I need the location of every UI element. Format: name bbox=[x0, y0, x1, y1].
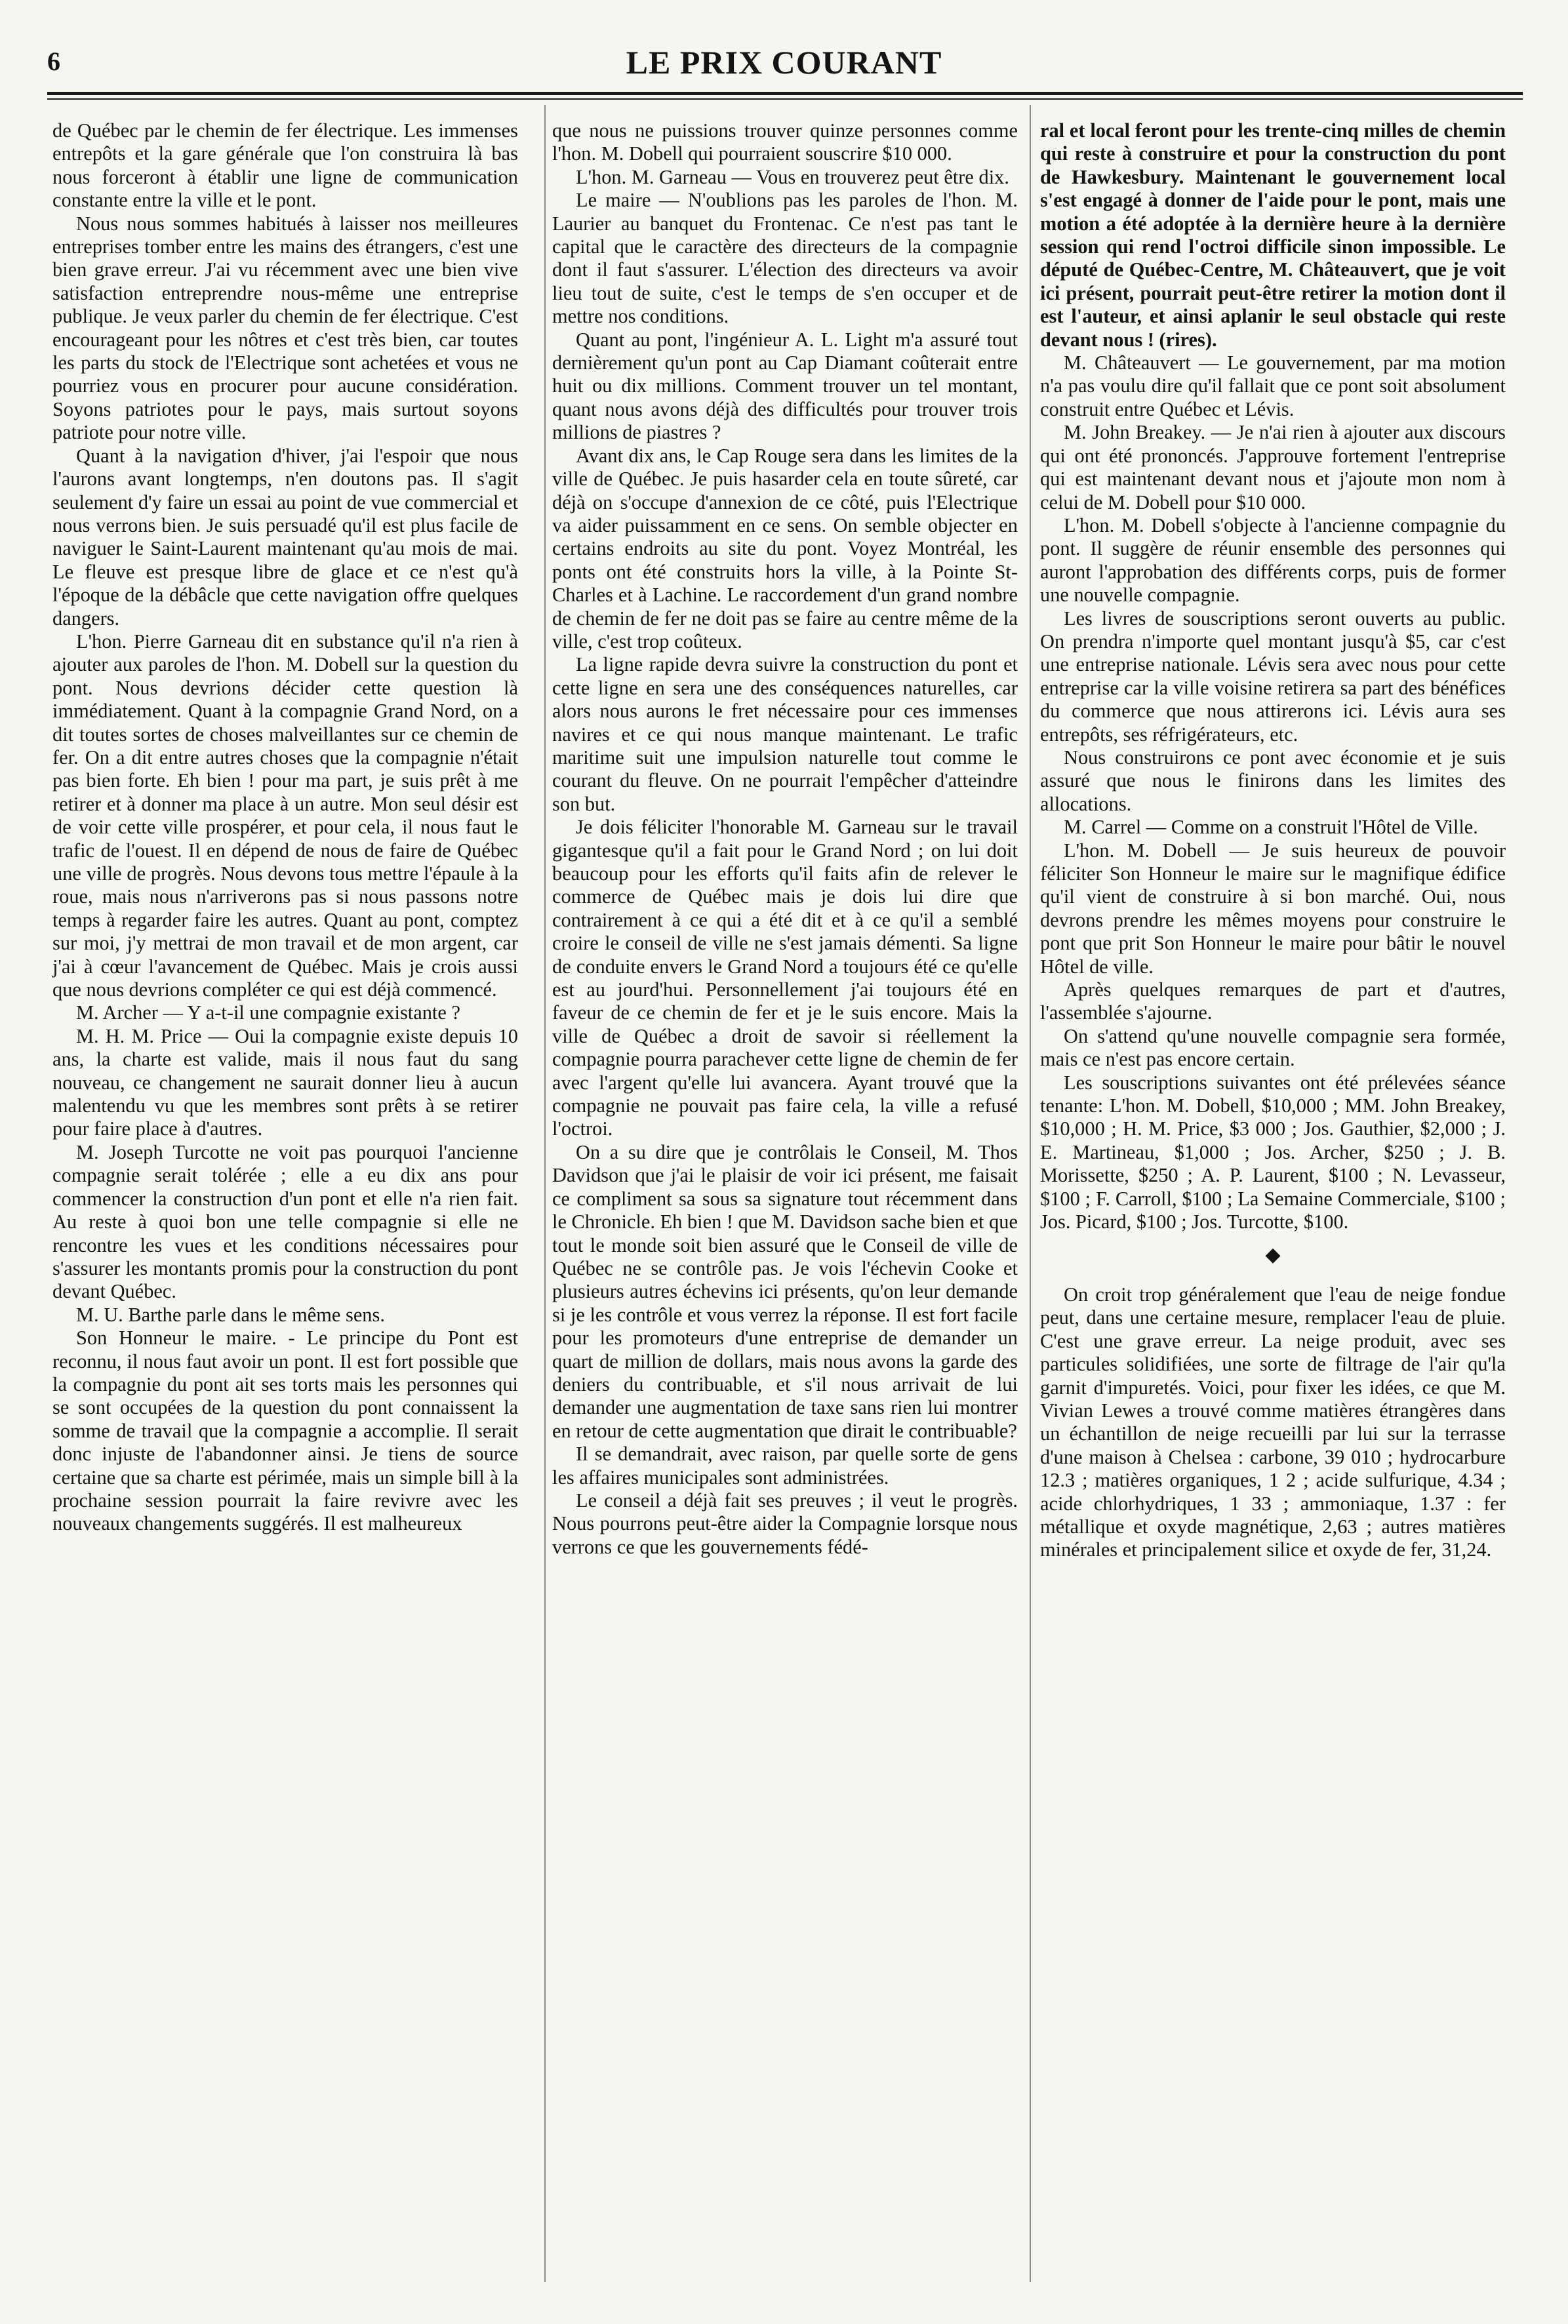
article-paragraph: M. Archer — Y a-t-il une compagnie existante ? bbox=[76, 1001, 460, 1024]
article-paragraph: M. Châteauvert — Le gouvernement, par ma motion n'a pas voulu dire qu'il fallait que ce pont soit absolument construit entre Québec et Lévis. bbox=[1040, 351, 1506, 420]
article-paragraph: On croit trop généralement que l'eau de neige fondue peut, dans une certaine mesure, remplacer l'eau de pluie. C'est une grave erreur. La neige produit, avec ses particules solidifiées, une sorte de filtrage de l'air qu'la garnit d'impuretés. Voici, pour fixer les idées, ce que M. Vivian Lewes a trouvé comme matières étrangères dans un échantillon de neige recueilli par lui sur la terrasse d'une maison à Chelsea : carbone, 39 010 ; hydrocarbure 12.3 ; matières organiques, 1 2 ; acide sulfurique, 4.34 ; acide chlorhydriques, 1 33 ; ammoniaque, 1.37 : fer métallique et oxyde magnétique, 2,63 ; autres matières minérales et principalement silice et oxyde de fer, 31,24. bbox=[1040, 1283, 1506, 1561]
article-paragraph: L'hon. Pierre Garneau dit en substance qu'il n'a rien à ajouter aux paroles de l'hon. M. Dobell sur la question du pont. Nous devrions décider cette question là immédiatement. Quant à la compagnie Grand Nord, on a dit toutes sortes de choses malveillantes sur ce chemin de fer. On a dit entre autres choses que la compagnie n'était pas bien forte. Eh bien ! pour ma part, je suis prêt à me retirer et à donner ma place à un autre. Mon seul désir est de voir cette ville prospérer, et pour cela, il nous faut le trafic de l'ouest. Il en dépend de nous de faire de Québec une ville de progrès. Nous devons tous mettre l'épaule à la roue, mais nous n'arriverons pas si nous passons notre temps à regarder faire les autres. Quant au pont, comptez sur moi, j'y mettrai de mon travail et de mon argent, car j'ai à cœur l'avancement de Québec. Mais je crois aussi que nous devrions compléter ce qui est déjà commencé. bbox=[52, 630, 518, 1001]
article-paragraph: M. H. M. Price — Oui la compagnie existe depuis 10 ans, la charte est valide, mais il nous faut du sang nouveau, ce changement ne saurait donner lieu à aucun malentendu vu que les membres sont prêts à se retirer pour faire place à d'autres. bbox=[52, 1024, 518, 1140]
article-paragraph: L'hon. M. Dobell — Je suis heureux de pouvoir féliciter Son Honneur le maire sur le magnifique édifice qu'il vient de construire à si bon marché. Oui, nous devrons prendre les mêmes moyens pour construire le pont que prit Son Honneur le maire pour bâtir le nouvel Hôtel de ville. bbox=[1040, 839, 1506, 978]
article-paragraph: On s'attend qu'une nouvelle compagnie sera formée, mais ce n'est pas encore certain. bbox=[1040, 1024, 1506, 1071]
article-paragraph: que nous ne puissions trouver quinze personnes comme l'hon. M. Dobell qui pourraient souscrire $10 000. bbox=[552, 119, 1018, 165]
article-paragraph: de Québec par le chemin de fer électrique. Les immenses entrepôts et la gare générale que l'on construira là bas nous forceront à établir une ligne de communication constante entre la ville et le pont. bbox=[52, 119, 518, 212]
article-paragraph: Le conseil a déjà fait ses preuves ; il veut le progrès. Nous pourrons peut-être aider la Compagnie lorsque nous verrons ce que les gouvernements fédé- bbox=[552, 1489, 1018, 1558]
page-title: LE PRIX COURANT bbox=[626, 44, 942, 81]
article-paragraph: Le maire — N'oublions pas les paroles de l'hon. M. Laurier au banquet du Frontenac. Ce n'est pas tant le capital que le caractère des directeurs de la compagnie dont il faut s'assurer. L'élection des directeurs va avoir lieu tout de suite, c'est le temps de s'en occuper et de mettre nos conditions. bbox=[552, 189, 1018, 328]
page-number: 6 bbox=[47, 47, 60, 76]
column-1 bbox=[52, 119, 518, 1536]
article-paragraph: Les souscriptions suivantes ont été prélevées séance tenante: L'hon. M. Dobell, $10,000 ; MM. John Breakey, $10,000 ; H. M. Price, $3 000 ; Jos. Gauthier, $2,000 ; J. E. Martineau, $1,000 ; Jos. Archer, $250 ; J. B. Morissette, $250 ; A. P. Laurent, $100 ; N. Levasseur, $100 ; F. Carroll, $100 ; La Semaine Commerciale, $100 ; Jos. Picard, $100 ; Jos. Turcotte, $100. bbox=[1040, 1071, 1506, 1233]
article-paragraph: L'hon. M. Dobell s'objecte à l'ancienne compagnie du pont. Il suggère de réunir ensemble des personnes qui auront l'approbation des différents corps, puis de former une nouvelle compagnie. bbox=[1040, 513, 1506, 607]
article-paragraph: Après quelques remarques de part et d'autres, l'assemblée s'ajourne. bbox=[1040, 978, 1506, 1024]
article-paragraph: Nous nous sommes habitués à laisser nos meilleures entreprises tomber entre les mains des étrangers, c'est une bien grave erreur. J'ai vu récemment avec une bien vive satisfaction entreprendre nous-même une entreprise publique. Je veux parler du chemin de fer électrique. C'est encourageant pour les nôtres et c'est très bien, car toutes les parts du stock de l'Electrique sont achetées et vous ne pourriez vous en procurer pour aucune considération. Soyons patriotes pour le pays, mais surtout soyons patriote pour notre ville. bbox=[52, 212, 518, 444]
article-paragraph: ral et local feront pour les trente-cinq milles de chemin qui reste à construire et pour la construction du pont de Hawkesbury. Maintenant le gouvernement local s'est engagé à donner de l'aide pour le pont, mais une motion a été adoptée à la dernière heure à la dernière session qui rend l'octroi difficile sinon impossible. Le député de Québec-Centre, M. Châteauvert, que je voit ici présent, pourrait peut-être retirer la motion dont il est l'auteur, et ainsi aplanir le seul obstacle qui reste devant nous ! (rires). bbox=[1040, 119, 1506, 351]
article-paragraph: M. Joseph Turcotte ne voit pas pourquoi l'ancienne compagnie serait tolérée ; elle a eu dix ans pour commencer la construction d'un pont et elle n'a rien fait. Au reste à quoi bon une telle compagnie si elle ne rencontre les vues et les conditions nécessaires pour s'assurer les montants promis pour la construction du pont devant Québec. bbox=[52, 1140, 518, 1303]
column-3 bbox=[1040, 119, 1506, 1562]
article-paragraph: Avant dix ans, le Cap Rouge sera dans les limites de la ville de Québec. Je puis hasarder cela en toute sûreté, car déjà on s'occupe d'annexion de ce côté, puis l'Electrique va aider puissamment en ce sens. On semble objecter en certains endroits au site du pont. Voyez Montréal, les ponts ont été construits hors la ville, à la Pointe St-Charles et à Lachine. Le raccordement d'un grand nombre de chemin de fer ne doit pas se faire au centre même de la ville, c'est trop coûteux. bbox=[552, 444, 1018, 652]
column-2 bbox=[552, 119, 1018, 1559]
header-rule-thin bbox=[47, 98, 1523, 100]
ornament-divider: ◆ bbox=[1265, 1243, 1281, 1266]
article-paragraph: La ligne rapide devra suivre la construction du pont et cette ligne en sera une des conséquences naturelles, car alors nous aurons le fret nécessaire pour ces immenses navires et ce qui nous manque maintenant. Le trafic maritime suit une impulsion naturelle tout comme le courant du fleuve. On ne pourrait l'empêcher d'atteindre son but. bbox=[552, 653, 1018, 815]
article-paragraph: M. U. Barthe parle dans le même sens. bbox=[76, 1303, 385, 1326]
article-paragraph: Son Honneur le maire. - Le principe du Pont est reconnu, il nous faut avoir un pont. Il est fort possible que la compagnie du pont ait ses torts mais les personnes qui se sont occupées de la question du pont connaissent la somme de travail que la compagnie a accomplie. Il serait donc injuste de l'abandonner ainsi. Je tiens de source certaine que sa charte est périmée, mais un simple bill à la prochaine session pourrait la faire revivre avec les nouveaux changements suggérés. Il est malheureux bbox=[52, 1327, 518, 1535]
article-paragraph: Quant à la navigation d'hiver, j'ai l'espoir que nous l'aurons avant longtemps, n'en doutons pas. Il s'agit seulement d'y faire un essai au point de vue commercial et nous verrons bien. Je suis persuadé qu'il est plus facile de naviguer le Saint-Laurent maintenant qu'au mois de mai. Le fleuve est presque libre de glace et ce n'est qu'à l'époque de la débâcle que cette navigation offre quelques dangers. bbox=[52, 444, 518, 630]
article-paragraph: Il se demandrait, avec raison, par quelle sorte de gens les affaires municipales sont administrées. bbox=[552, 1443, 1018, 1489]
article-paragraph: On a su dire que je contrôlais le Conseil, M. Thos Davidson que j'ai le plaisir de voir ici présent, me faisait ce compliment sa sous sa signature tout récemment dans le Chronicle. Eh bien ! que M. Davidson sache bien et que tout le monde soit bien assuré que le Conseil de ville de Québec ne se contrôle pas. Je vois l'échevin Cooke et plusieurs autres échevins ici présents, qu'on leur demande si je les contrôle et vous verrez la réponse. Il est fort facile pour les promoteurs d'une entreprise de demander un quart de million de dollars, mais nous avons la garde des deniers du contribuable, et s'il nous arrivait de lui demander une augmentation de taxe sans rien lui montrer en retour de cette augmentation que dirait le contribuable? bbox=[552, 1140, 1018, 1442]
header-rule bbox=[47, 92, 1523, 95]
article-paragraph: L'hon. M. Garneau — Vous en trouverez peut être dix. bbox=[576, 165, 1009, 188]
article-paragraph: M. Carrel — Comme on a construit l'Hôtel de Ville. bbox=[1064, 816, 1478, 839]
article-paragraph: Quant au pont, l'ingénieur A. L. Light m'a assuré tout dernièrement qu'un pont au Cap Diamant coûterait entre huit ou dix millions. Comment trouver un tel montant, quant nous avons déjà des difficultés pour trouver trois millions de piastres ? bbox=[552, 328, 1018, 444]
article-paragraph: M. John Breakey. — Je n'ai rien à ajouter aux discours qui ont été prononcés. J'approuve fortement l'entreprise qui est maintenant devant nous et j'ajoute mon nom à celui de M. Dobell pour $10 000. bbox=[1040, 421, 1506, 513]
article-paragraph: Les livres de souscriptions seront ouverts au public. On prendra n'importe quel montant jusqu'à $5, car c'est une entreprise nationale. Lévis sera avec nous pour cette entreprise car la ville voisine retirera sa part des bénéfices du commerce que nous attirerons ici. Lévis aura ses entrepôts, ses réfrigérateurs, etc. bbox=[1040, 607, 1506, 746]
article-paragraph: Je dois féliciter l'honorable M. Garneau sur le travail gigantesque qu'il a fait pour le Grand Nord ; on lui doit beaucoup pour les efforts qu'il faits afin de relever le commerce de Québec mais je dois lui dire que contrairement à ce qui a été dit et à ce qu'il a semblé croire le conseil de ville ne s'est jamais démenti. Sa ligne de conduite envers le Grand Nord a toujours été ce qu'elle est au jourd'hui. Personnellement j'ai toujours été en faveur de ce chemin de fer et je le suis encore. Mais la ville de Québec a droit de savoir si réellement la compagnie pourra parachever cette ligne de chemin de fer avec l'argent qu'elle lui avancera. Ayant trouvé que la compagnie ne pouvait pas faire cela, la ville a refusé l'octroi. bbox=[552, 816, 1018, 1140]
column-divider bbox=[544, 105, 546, 2282]
article-paragraph: Nous construirons ce pont avec économie et je suis assuré que nous le finirons dans les limites des allocations. bbox=[1040, 746, 1506, 815]
column-divider bbox=[1030, 105, 1031, 2282]
